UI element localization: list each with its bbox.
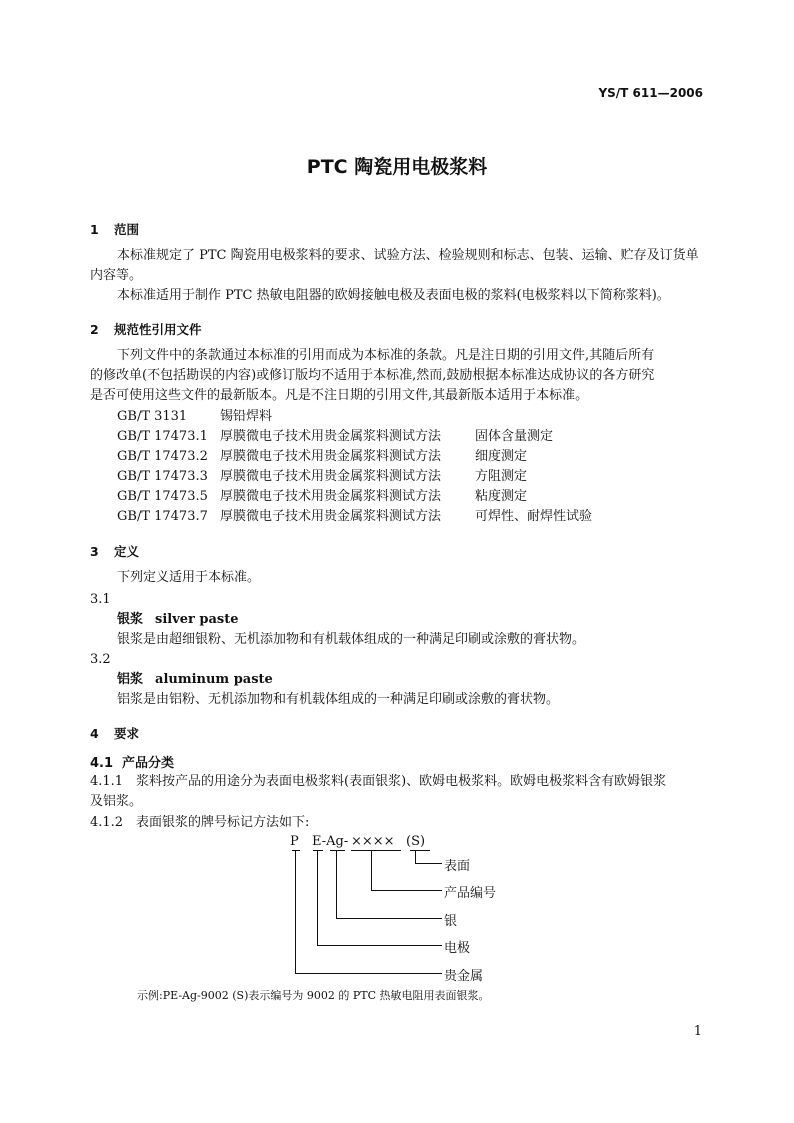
section-number: 3 bbox=[90, 544, 99, 559]
reference-title: 厚膜微电子技术用贵金属浆料测试方法 bbox=[220, 469, 442, 484]
section-1-heading bbox=[90, 220, 139, 238]
paragraph: 下列文件中的条款通过本标准的引用而成为本标准的条款。凡是注日期的引用文件,其随后所有 bbox=[117, 348, 655, 363]
code-p: P bbox=[290, 834, 299, 849]
reference-item-name: 可焊性、耐焊性试验 bbox=[475, 509, 593, 524]
clause-number: 4.1.1 bbox=[90, 774, 124, 789]
leader-line bbox=[295, 850, 296, 973]
code-suffix: (S) bbox=[406, 834, 426, 849]
term-chinese: 银浆 bbox=[117, 612, 144, 627]
clause-text: 表面银浆的牌号标记方法如下: bbox=[136, 815, 310, 830]
reference-item bbox=[117, 507, 592, 527]
clause bbox=[90, 772, 666, 792]
paragraph: 下列定义适用于本标准。 bbox=[117, 570, 261, 585]
leader-line bbox=[336, 850, 337, 918]
paragraph: 内容等。 bbox=[90, 268, 143, 283]
section-title: 规范性引用文件 bbox=[114, 322, 202, 337]
reference-code: GB/T 17473.7 bbox=[117, 509, 208, 524]
label-silver: 银 bbox=[444, 914, 458, 929]
paragraph: 是否可使用这些文件的最新版本。凡是不注日期的引用文件,其最新版本适用于本标准。 bbox=[90, 388, 589, 403]
section-number: 2 bbox=[90, 322, 99, 337]
section-2-heading bbox=[90, 320, 202, 338]
reference-item bbox=[117, 447, 527, 467]
reference-item bbox=[117, 427, 553, 447]
reference-item bbox=[117, 467, 527, 487]
subsection-title: 产品分类 bbox=[122, 756, 175, 771]
section-number: 1 bbox=[90, 222, 99, 237]
code-serial: ×××× bbox=[351, 834, 395, 849]
leader-line bbox=[415, 850, 416, 863]
reference-item-name: 细度测定 bbox=[475, 449, 528, 464]
reference-code: GB/T 17473.3 bbox=[117, 469, 208, 484]
code-e-ag: E-Ag- bbox=[312, 834, 349, 849]
reference-item bbox=[117, 407, 272, 427]
definition-term bbox=[117, 670, 273, 690]
definition-number: 3.1 bbox=[90, 592, 111, 607]
definition-number: 3.2 bbox=[90, 652, 111, 667]
reference-code: GB/T 17473.2 bbox=[117, 449, 208, 464]
clause-text: 浆料按产品的用途分为表面电极浆料(表面银浆)、欧姆电极浆料。欧姆电极浆料含有欧姆银浆 bbox=[136, 774, 667, 789]
section-4-heading bbox=[90, 724, 139, 742]
subsection-number: 4.1 bbox=[90, 756, 114, 771]
reference-title: 厚膜微电子技术用贵金属浆料测试方法 bbox=[220, 429, 442, 444]
reference-title: 厚膜微电子技术用贵金属浆料测试方法 bbox=[220, 509, 442, 524]
definition-term bbox=[117, 610, 239, 630]
section-title: 要求 bbox=[114, 726, 140, 741]
term-chinese: 铝浆 bbox=[117, 672, 144, 687]
reference-title: 厚膜微电子技术用贵金属浆料测试方法 bbox=[220, 489, 442, 504]
standard-code: YS/T 611—2006 bbox=[598, 86, 703, 100]
paragraph: 本标准规定了 PTC 陶瓷用电极浆料的要求、试验方法、检验规则和标志、包装、运输、贮存及订货单 bbox=[117, 248, 699, 263]
reference-code: GB/T 3131 bbox=[117, 409, 188, 424]
clause-number: 4.1.2 bbox=[90, 815, 124, 830]
label-surface: 表面 bbox=[444, 859, 471, 874]
section-3-heading bbox=[90, 542, 139, 560]
reference-title: 锡铅焊料 bbox=[220, 409, 273, 424]
label-product-number: 产品编号 bbox=[444, 886, 497, 901]
reference-item-name: 方阻测定 bbox=[475, 469, 528, 484]
subsection-heading bbox=[90, 752, 174, 771]
document-title: PTC 陶瓷用电极浆料 bbox=[306, 156, 488, 178]
definition-text: 铝浆是由铝粉、无机添加物和有机载体组成的一种满足印刷或涂敷的膏状物。 bbox=[117, 692, 560, 707]
label-precious-metal: 贵金属 bbox=[444, 969, 484, 984]
reference-title: 厚膜微电子技术用贵金属浆料测试方法 bbox=[220, 449, 442, 464]
reference-item-name: 粘度测定 bbox=[475, 489, 528, 504]
reference-code: GB/T 17473.5 bbox=[117, 489, 208, 504]
clause bbox=[90, 813, 309, 833]
paragraph: 的修改单(不包括勘误的内容)或修订版均不适用于本标准,然而,鼓励根据本标准达成协议的各方研究 bbox=[90, 368, 655, 383]
example-note: 示例:PE-Ag-9002 (S)表示编号为 9002 的 PTC 热敏电阻用表面银浆。 bbox=[137, 989, 490, 1002]
page-number: 1 bbox=[693, 1024, 702, 1039]
section-title: 范围 bbox=[114, 222, 140, 237]
term-english: aluminum paste bbox=[155, 672, 273, 687]
section-title: 定义 bbox=[114, 544, 140, 559]
definition-text: 银浆是由超细银粉、无机添加物和有机载体组成的一种满足印刷或涂敷的膏状物。 bbox=[117, 632, 586, 647]
paragraph: 本标准适用于制作 PTC 热敏电阻器的欧姆接触电极及表面电极的浆料(电极浆料以下简称浆料)。 bbox=[117, 288, 670, 303]
reference-item-name: 固体含量测定 bbox=[475, 429, 554, 444]
leader-line bbox=[371, 850, 372, 890]
reference-item bbox=[117, 487, 527, 507]
clause-continuation: 及铝浆。 bbox=[90, 794, 143, 809]
term-english: silver paste bbox=[155, 612, 239, 627]
leader-line bbox=[317, 850, 318, 945]
section-number: 4 bbox=[90, 726, 99, 741]
label-electrode: 电极 bbox=[444, 941, 471, 956]
reference-code: GB/T 17473.1 bbox=[117, 429, 208, 444]
